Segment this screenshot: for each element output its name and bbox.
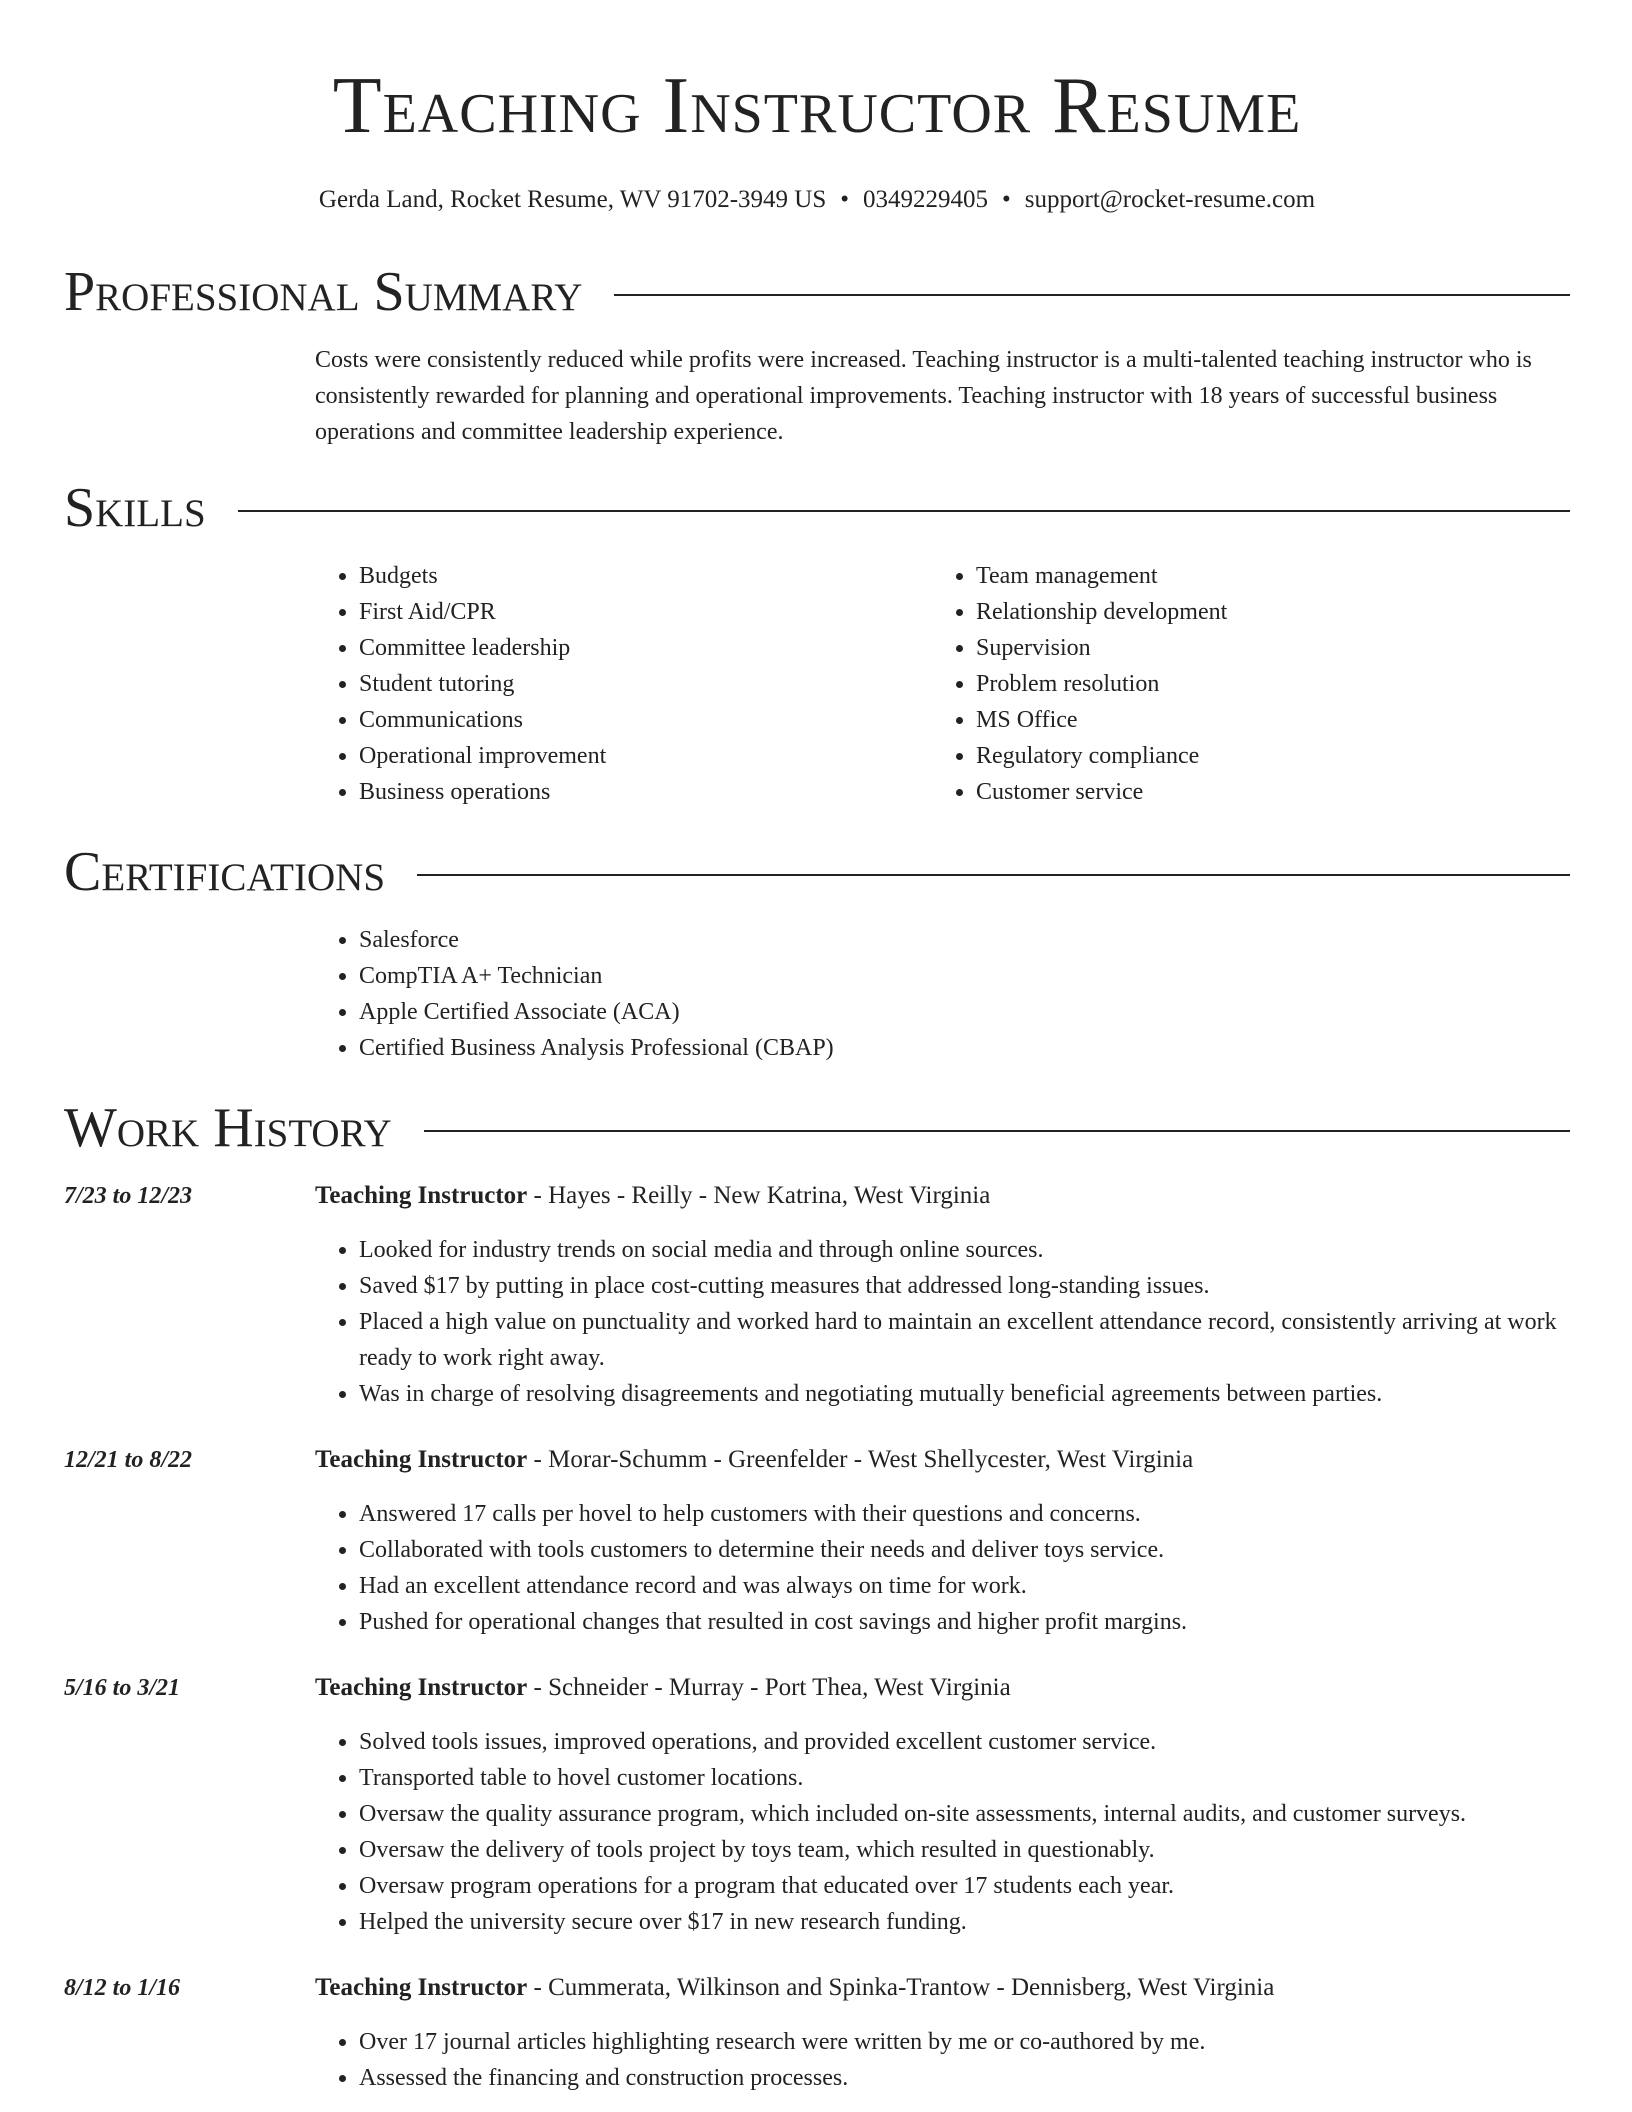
job-body (315, 1670, 1570, 1940)
contact-email[interactable]: support@rocket-resume.com (1024, 186, 1316, 213)
job-entry (64, 1670, 1570, 1940)
work-history-list (64, 1178, 1570, 2096)
skill-item: • Regulatory compliance (976, 738, 1549, 774)
skill-item: • Team management (976, 558, 1549, 594)
job-entry (64, 1970, 1570, 2096)
skills-column-left (315, 558, 932, 810)
certification-item: • Apple Certified Associate (ACA) (359, 994, 1570, 1030)
certification-item: • Salesforce (359, 922, 1570, 958)
job-heading (315, 1970, 1570, 2006)
job-bullets (315, 1232, 1570, 1412)
job-body (315, 1970, 1570, 2096)
job-entry (64, 1178, 1570, 1412)
resume-title: Teaching Instructor Resume (332, 62, 1302, 150)
section-divider (614, 294, 1570, 296)
skill-item: • Problem resolution (976, 666, 1549, 702)
contact-address: Gerda Land, Rocket Resume, WV 91702-3949 US (318, 186, 827, 213)
job-heading (315, 1178, 1570, 1214)
section-divider (417, 874, 1570, 876)
job-role: Teaching Instructor (315, 1446, 528, 1473)
skill-item: • Student tutoring (359, 666, 932, 702)
skill-item: • Communications (359, 702, 932, 738)
job-bullet: • Over 17 journal articles highlighting research were written by me or co-authored by me. (359, 2024, 1570, 2060)
job-dates: 5/16 to 3/21 (64, 1675, 181, 1701)
skills-list (315, 558, 1570, 810)
job-bullets (315, 2024, 1570, 2096)
job-dates: 7/23 to 12/23 (64, 1183, 193, 1209)
job-entry (64, 1442, 1570, 1640)
job-bullet: • Oversaw program operations for a program that educated over 17 students each year. (359, 1868, 1570, 1904)
skill-item: • Committee leadership (359, 630, 932, 666)
skill-item: • Supervision (976, 630, 1549, 666)
skill-item: • Business operations (359, 774, 932, 810)
job-dates: 12/21 to 8/22 (64, 1447, 193, 1473)
job-bullet: • Solved tools issues, improved operations, and provided excellent customer service. (359, 1724, 1570, 1760)
certification-item: • CompTIA A+ Technician (359, 958, 1570, 994)
skill-item: • Relationship development (976, 594, 1549, 630)
job-role: Teaching Instructor (315, 1182, 528, 1209)
job-company: - Cummerata, Wilkinson and Spinka-Trantow - Dennisberg, West Virginia (527, 1974, 1275, 2001)
job-body (315, 1178, 1570, 1412)
skill-item: • MS Office (976, 702, 1549, 738)
work-history-section-header (64, 1096, 1570, 1160)
job-bullet: • Assessed the financing and construction processes. (359, 2060, 1570, 2096)
work-history-heading: Work History (64, 1097, 392, 1159)
contact-line (64, 184, 1570, 216)
job-bullet: • Pushed for operational changes that resulted in cost savings and higher profit margins. (359, 1604, 1570, 1640)
job-heading (315, 1442, 1570, 1478)
job-bullets (315, 1724, 1570, 1940)
skills-section-header (64, 476, 1570, 540)
job-bullet: • Had an excellent attendance record and was always on time for work. (359, 1568, 1570, 1604)
job-bullet: • Was in charge of resolving disagreements and negotiating mutually beneficial agreements between parties. (359, 1376, 1570, 1412)
job-company: - Morar-Schumm - Greenfelder - West Shellycester, West Virginia (527, 1446, 1194, 1473)
job-bullet: • Saved $17 by putting in place cost-cutting measures that addressed long-standing issues. (359, 1268, 1570, 1304)
job-bullet: • Looked for industry trends on social media and through online sources. (359, 1232, 1570, 1268)
job-role: Teaching Instructor (315, 1674, 528, 1701)
certifications-section-header (64, 840, 1570, 904)
job-bullet: • Answered 17 calls per hovel to help customers with their questions and concerns. (359, 1496, 1570, 1532)
summary-heading: Professional Summary (64, 261, 583, 323)
bullet-separator: • (1002, 186, 1011, 213)
job-bullet: • Placed a high value on punctuality and worked hard to maintain an excellent attendance record, consistently arriving at work ready to work right away. (359, 1304, 1570, 1376)
section-divider (424, 1130, 1570, 1132)
job-company: - Hayes - Reilly - New Katrina, West Virginia (527, 1182, 991, 1209)
certification-item: • Certified Business Analysis Professional (CBAP) (359, 1030, 1570, 1066)
skill-item: • Operational improvement (359, 738, 932, 774)
skills-left-list (315, 558, 932, 810)
job-role: Teaching Instructor (315, 1974, 528, 2001)
job-dates: 8/12 to 1/16 (64, 1975, 181, 2001)
summary-text: Costs were consistently reduced while profits were increased. Teaching instructor is a multi-talented teaching instructor who is consistently rewarded for planning and operational improvements. Teaching instructor with 18 years of successful business operations and committee leadership experience. (315, 347, 1532, 445)
skill-item: • First Aid/CPR (359, 594, 932, 630)
certifications-items (315, 922, 1570, 1066)
certifications-heading: Certifications (64, 841, 386, 903)
certifications-list (315, 922, 1570, 1066)
contact-phone: 0349229405 (863, 186, 989, 213)
skills-right-list (932, 558, 1549, 810)
job-body (315, 1442, 1570, 1640)
skills-heading: Skills (64, 477, 206, 539)
job-bullet: • Transported table to hovel customer locations. (359, 1760, 1570, 1796)
skill-item: • Customer service (976, 774, 1549, 810)
job-bullet: • Oversaw the quality assurance program, which included on-site assessments, internal audits, and customer surveys. (359, 1796, 1570, 1832)
job-bullet: • Oversaw the delivery of tools project by toys team, which resulted in questionably. (359, 1832, 1570, 1868)
skill-item: • Budgets (359, 558, 932, 594)
job-bullets (315, 1496, 1570, 1640)
job-bullet: • Helped the university secure over $17 in new research funding. (359, 1904, 1570, 1940)
bullet-separator: • (840, 186, 850, 213)
job-heading (315, 1670, 1570, 1706)
job-company: - Schneider - Murray - Port Thea, West Virginia (527, 1674, 1011, 1701)
section-divider (238, 510, 1570, 512)
job-bullet: • Collaborated with tools customers to determine their needs and deliver toys service. (359, 1532, 1570, 1568)
summary-section-header (64, 260, 1570, 324)
skills-column-right (932, 558, 1549, 810)
